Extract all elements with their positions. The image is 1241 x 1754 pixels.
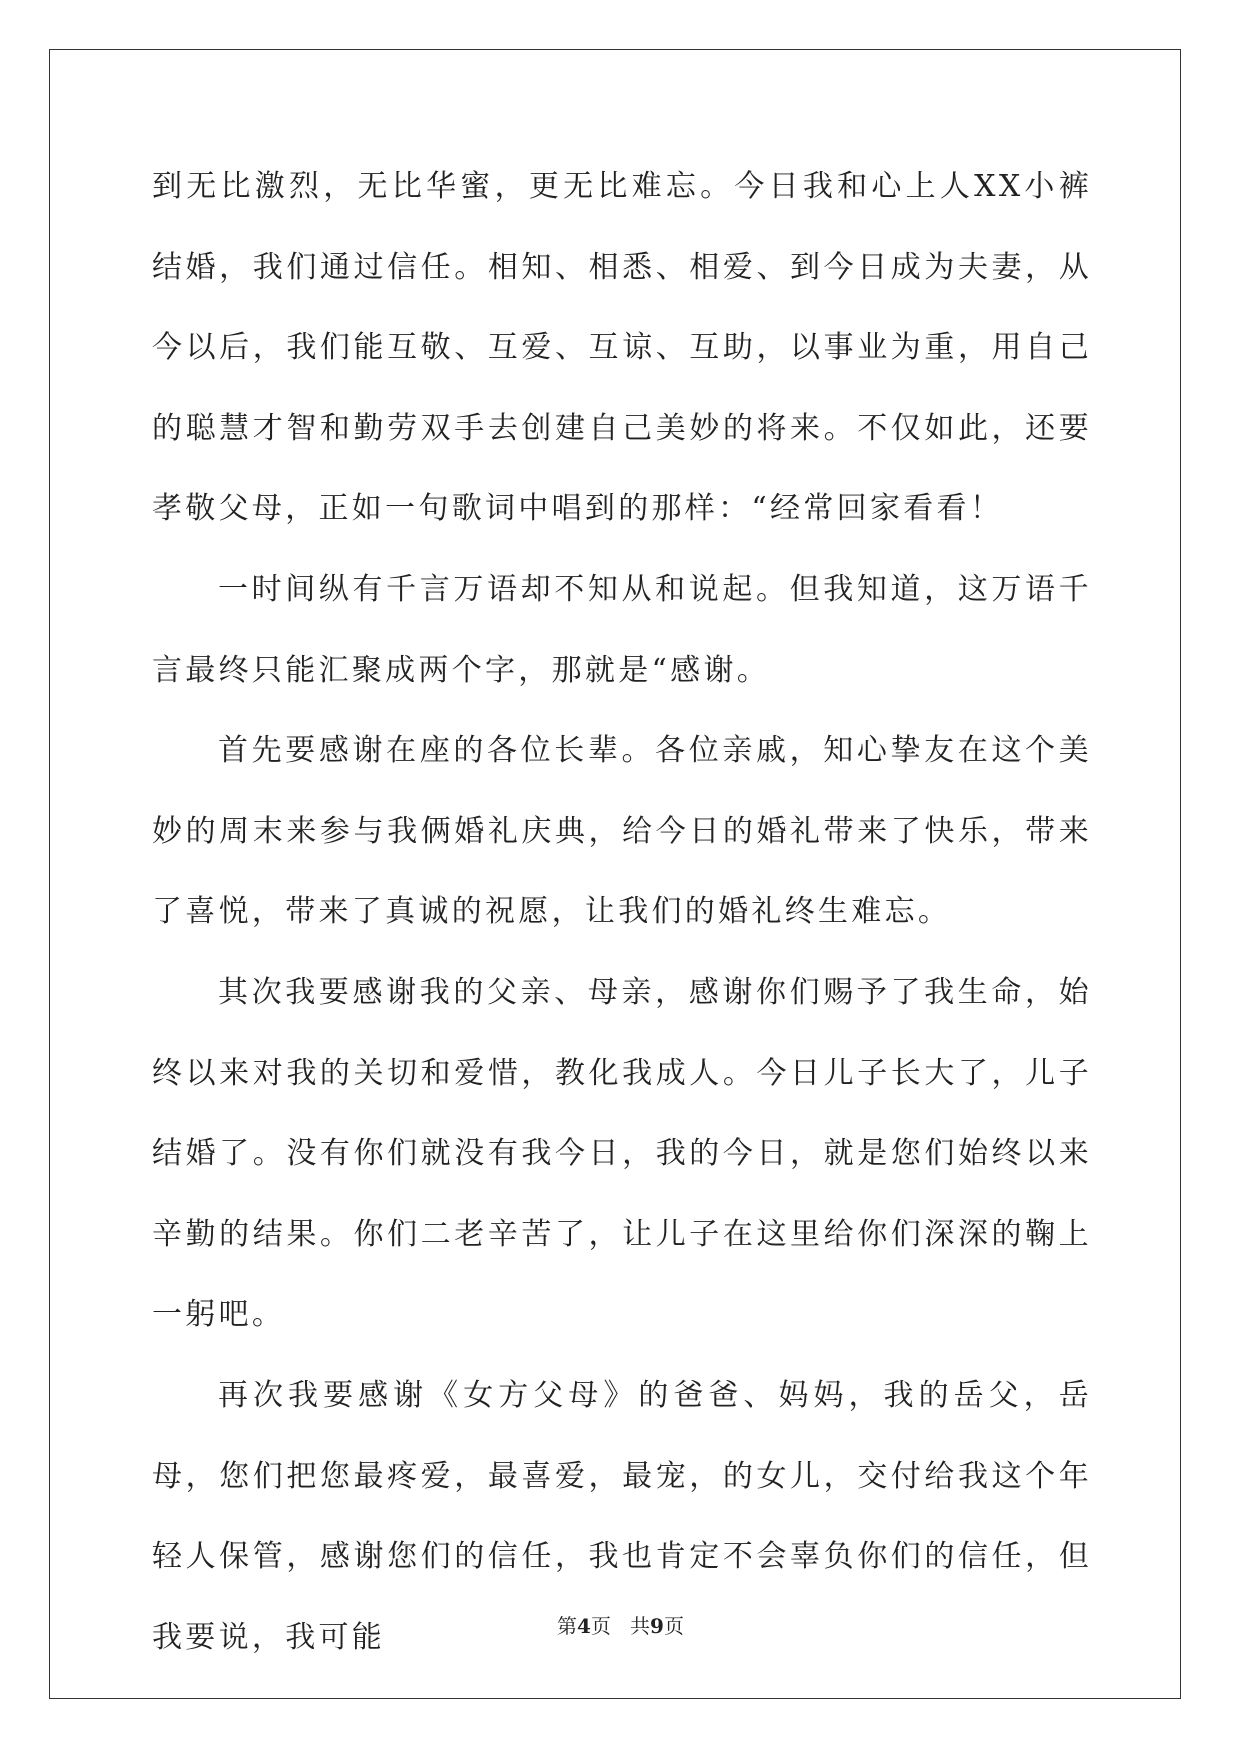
text-line: 来对我的关切和爱惜，教化我成人。今日儿子长大了，儿子结婚了。 xyxy=(152,1055,1092,1172)
paragraph xyxy=(152,550,1092,711)
text-line: 劳双手去创建自己美妙的将来。不仅如此，还要孝敬父母，正如一句 xyxy=(152,410,1092,527)
text-line: 感谢您们的信任，我也肯定不会辜负你们的信任，但我要说，我可能 xyxy=(152,1539,1092,1655)
paragraph xyxy=(152,147,1092,550)
page-footer xyxy=(0,1610,1241,1639)
page-suffix: 页 xyxy=(590,1614,611,1638)
text-line: 周末来参与我俩婚礼庆典，给今日的婚礼带来了快乐，带来了喜悦， xyxy=(152,813,1092,930)
text-line: 其次我要感谢我的父亲、母亲，感谢你们赐予了我生命，始终以 xyxy=(152,974,1092,1091)
text-line: 终只能汇聚成两个字，那就是“感谢。 xyxy=(218,652,771,688)
text-line: 我们通过信任。相知、相悉、相爱、到今日成为夫妻，从今以后，我 xyxy=(152,249,1092,366)
current-page-number: 4 xyxy=(577,1614,591,1638)
text-line: 到无比激烈，无比华蜜，更无比难忘。今日我和心上人XX小裤结婚， xyxy=(152,169,1092,285)
total-suffix: 页 xyxy=(663,1614,684,1638)
paragraph xyxy=(152,953,1092,1356)
text-line: 歌词中唱到的那样：“经常回家看看！ xyxy=(451,491,1004,527)
text-line: 一时间纵有千言万语却不知从和说起。但我知道，这万语千言最 xyxy=(152,571,1092,688)
total-page-number: 9 xyxy=(650,1614,664,1638)
text-line: 们能互敬、互爱、互谅、互助，以事业为重，用自己的聪慧才智和勤 xyxy=(152,330,1092,446)
paragraph xyxy=(152,711,1092,953)
total-prefix: 共 xyxy=(630,1614,651,1638)
text-line: 再次我要感谢《女方父母》的爸爸、妈妈，我的岳父，岳母，您 xyxy=(152,1377,1092,1494)
text-line: 带来了真诚的祝愿，让我们的婚礼终生难忘。 xyxy=(285,894,952,930)
text-line: 你们二老辛苦了，让儿子在这里给你们深深的鞠上一躬吧。 xyxy=(152,1216,1092,1333)
text-line: 们把您最疼爱，最喜爱，最宠，的女儿，交付给我这个年轻人保管， xyxy=(152,1458,1092,1575)
page-prefix: 第 xyxy=(557,1614,578,1638)
text-line: 首先要感谢在座的各位长辈。各位亲戚，知心挚友在这个美妙的 xyxy=(152,733,1092,849)
text-line: 没有你们就没有我今日，我的今日，就是您们始终以来辛勤的结果。 xyxy=(152,1136,1092,1252)
document-body xyxy=(152,147,1092,1678)
